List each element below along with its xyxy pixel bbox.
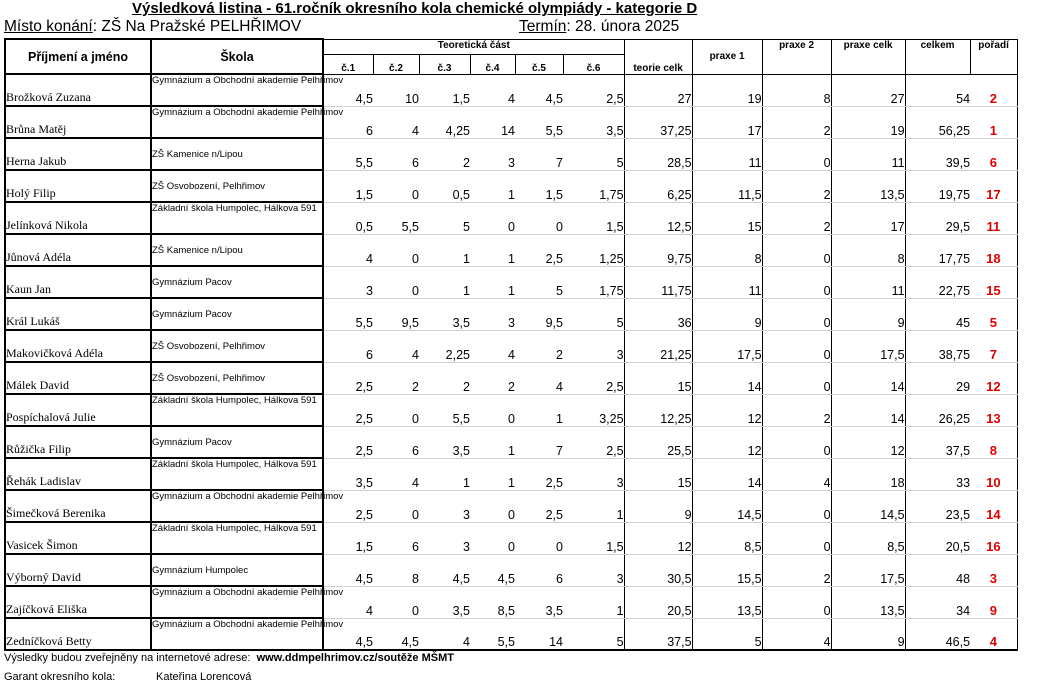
score-c2: 6: [373, 138, 419, 170]
score-ptotal: 8,5: [831, 522, 905, 554]
score-c2: 6: [373, 522, 419, 554]
score-c3: 1: [419, 458, 470, 490]
score-c4: 4,5: [470, 554, 515, 586]
score-p2: 0: [762, 586, 831, 618]
header-school: Škola: [151, 39, 323, 74]
score-c1: 4: [323, 586, 373, 618]
score-ptotal: 12: [831, 426, 905, 458]
student-name: Král Lukáš: [5, 298, 151, 330]
score-p1: 17,5: [692, 330, 762, 362]
score-theory: 36: [624, 298, 692, 330]
guarantor-line: [4, 671, 252, 683]
score-c6: 1,25: [563, 234, 624, 266]
score-c2: 8: [373, 554, 419, 586]
guarantor-label: Garant okresního kola:: [4, 671, 116, 683]
score-p2: 2: [762, 202, 831, 234]
score-ptotal: 11: [831, 138, 905, 170]
score-p1: 12: [692, 394, 762, 426]
results-table: [4, 38, 1018, 651]
score-c2: 0: [373, 490, 419, 522]
score-c6: 5: [563, 618, 624, 650]
score-p2: 0: [762, 330, 831, 362]
school-name: Gymnázium a Obchodní akademie Pelhřimov: [151, 490, 323, 522]
score-c2: 4: [373, 106, 419, 138]
school-name: ZŠ Kamenice n/Lipou: [151, 234, 323, 266]
table-row: [5, 266, 1017, 298]
header-theory-group: Teoretická část: [323, 39, 624, 54]
score-p1: 17: [692, 106, 762, 138]
score-c3: 1: [419, 266, 470, 298]
score-p2: 0: [762, 266, 831, 298]
score-c4: 0: [470, 394, 515, 426]
score-c1: 0,5: [323, 202, 373, 234]
score-c1: 1,5: [323, 170, 373, 202]
score-p2: 4: [762, 458, 831, 490]
score-c5: 4,5: [515, 74, 563, 106]
score-c5: 9,5: [515, 298, 563, 330]
score-theory: 12,25: [624, 394, 692, 426]
student-name: Makovičková Adéla: [5, 330, 151, 362]
score-c6: 3,25: [563, 394, 624, 426]
score-c1: 2,5: [323, 490, 373, 522]
score-p1: 11: [692, 266, 762, 298]
table-row: [5, 426, 1017, 458]
score-c5: 14: [515, 618, 563, 650]
score-c3: 4: [419, 618, 470, 650]
student-name: Výborný David: [5, 554, 151, 586]
school-name: ZŠ Osvobození, Pelhřimov: [151, 170, 323, 202]
score-ptotal: 13,5: [831, 586, 905, 618]
table-row: [5, 458, 1017, 490]
score-c6: 5: [563, 138, 624, 170]
student-name: Zedníčková Betty: [5, 618, 151, 650]
rank-value: 16: [970, 522, 1017, 554]
table-row: [5, 394, 1017, 426]
score-c6: 1,5: [563, 522, 624, 554]
score-p1: 11: [692, 138, 762, 170]
score-c2: 0: [373, 170, 419, 202]
score-p2: 2: [762, 170, 831, 202]
score-c4: 1: [470, 458, 515, 490]
score-c4: 14: [470, 106, 515, 138]
score-total: 20,5: [905, 522, 970, 554]
score-c3: 0,5: [419, 170, 470, 202]
score-c4: 5,5: [470, 618, 515, 650]
score-c5: 7: [515, 426, 563, 458]
score-c1: 4,5: [323, 74, 373, 106]
score-p1: 12: [692, 426, 762, 458]
score-total: 56,25: [905, 106, 970, 138]
rank-value: 13: [970, 394, 1017, 426]
score-c5: 2,5: [515, 234, 563, 266]
score-total: 17,75: [905, 234, 970, 266]
score-c1: 6: [323, 330, 373, 362]
score-c6: 2,5: [563, 74, 624, 106]
school-name: Gymnázium Pacov: [151, 426, 323, 458]
table-row: [5, 618, 1017, 650]
table-row: [5, 170, 1017, 202]
rank-value: 6: [970, 138, 1017, 170]
score-c3: 4,5: [419, 554, 470, 586]
rank-value: 14: [970, 490, 1017, 522]
table-row: [5, 522, 1017, 554]
student-name: Brožková Zuzana: [5, 74, 151, 106]
score-c6: 1,75: [563, 170, 624, 202]
score-total: 48: [905, 554, 970, 586]
student-name: Růžička Filip: [5, 426, 151, 458]
score-c5: 2,5: [515, 458, 563, 490]
publish-note: [4, 652, 454, 664]
header-praxe2: praxe 2: [762, 39, 831, 74]
score-c4: 1: [470, 234, 515, 266]
score-p1: 5: [692, 618, 762, 650]
school-name: Gymnázium a Obchodní akademie Pelhřimov: [151, 618, 323, 650]
score-c6: 5: [563, 298, 624, 330]
rank-value: 10: [970, 458, 1017, 490]
score-total: 45: [905, 298, 970, 330]
score-c3: 1,5: [419, 74, 470, 106]
score-theory: 30,5: [624, 554, 692, 586]
table-row: [5, 106, 1017, 138]
table-row: [5, 330, 1017, 362]
term-label: Termín: [519, 18, 567, 35]
student-name: Řehák Ladislav: [5, 458, 151, 490]
header-c3: č.3: [419, 54, 470, 74]
score-c3: 5,5: [419, 394, 470, 426]
score-p2: 0: [762, 138, 831, 170]
header-c6: č.6: [563, 54, 624, 74]
score-c4: 2: [470, 362, 515, 394]
score-c2: 9,5: [373, 298, 419, 330]
student-name: Brůna Matěj: [5, 106, 151, 138]
score-c2: 4,5: [373, 618, 419, 650]
venue-label: Místo konání: [4, 18, 93, 35]
rank-value: 7: [970, 330, 1017, 362]
table-row: [5, 74, 1017, 106]
publish-url: www.ddmpelhrimov.cz/soutěže MŠMT: [256, 652, 454, 664]
term-line: Termín: 28. února 2025: [519, 18, 680, 35]
score-p1: 14: [692, 458, 762, 490]
score-theory: 15: [624, 458, 692, 490]
school-name: Gymnázium Pacov: [151, 298, 323, 330]
score-c2: 0: [373, 586, 419, 618]
score-p2: 0: [762, 426, 831, 458]
student-name: Jůnová Adéla: [5, 234, 151, 266]
school-name: Základní škola Humpolec, Hálkova 591: [151, 458, 323, 490]
score-ptotal: 18: [831, 458, 905, 490]
score-p1: 14: [692, 362, 762, 394]
score-p2: 0: [762, 490, 831, 522]
score-ptotal: 11: [831, 266, 905, 298]
score-c4: 3: [470, 298, 515, 330]
guarantor-name: Kateřina Lorencová: [156, 671, 252, 683]
score-c5: 1: [515, 394, 563, 426]
score-c2: 10: [373, 74, 419, 106]
score-theory: 21,25: [624, 330, 692, 362]
school-name: ZŠ Kamenice n/Lipou: [151, 138, 323, 170]
score-c4: 8,5: [470, 586, 515, 618]
score-c6: 1,75: [563, 266, 624, 298]
school-name: Gymnázium Pacov: [151, 266, 323, 298]
score-theory: 12: [624, 522, 692, 554]
student-name: Herna Jakub: [5, 138, 151, 170]
score-p2: 2: [762, 394, 831, 426]
score-c6: 1,5: [563, 202, 624, 234]
score-c4: 3: [470, 138, 515, 170]
score-c4: 1: [470, 426, 515, 458]
table-row: [5, 554, 1017, 586]
table-row: [5, 490, 1017, 522]
table-row: [5, 138, 1017, 170]
school-name: ZŠ Osvobození, Pelhřimov: [151, 330, 323, 362]
score-c4: 0: [470, 202, 515, 234]
score-c3: 3,5: [419, 586, 470, 618]
score-c1: 4,5: [323, 618, 373, 650]
score-c6: 1: [563, 490, 624, 522]
student-name: Jelínková Nikola: [5, 202, 151, 234]
student-name: Málek David: [5, 362, 151, 394]
score-c3: 1: [419, 234, 470, 266]
rank-value: 1: [970, 106, 1017, 138]
score-c4: 1: [470, 170, 515, 202]
score-ptotal: 9: [831, 298, 905, 330]
score-p2: 4: [762, 618, 831, 650]
score-c1: 3: [323, 266, 373, 298]
student-name: Pospíchalová Julie: [5, 394, 151, 426]
score-p1: 19: [692, 74, 762, 106]
rank-value: 8: [970, 426, 1017, 458]
score-p1: 15,5: [692, 554, 762, 586]
score-p2: 0: [762, 234, 831, 266]
school-name: Gymnázium a Obchodní akademie Pelhřimov: [151, 74, 323, 106]
score-total: 34: [905, 586, 970, 618]
score-c3: 3: [419, 490, 470, 522]
score-ptotal: 14,5: [831, 490, 905, 522]
publish-text: Výsledky budou zveřejněny na internetové adrese:: [4, 652, 251, 664]
score-c3: 2: [419, 138, 470, 170]
score-c2: 6: [373, 426, 419, 458]
school-name: Gymnázium a Obchodní akademie Pelhřimov: [151, 586, 323, 618]
score-theory: 25,5: [624, 426, 692, 458]
student-name: Holý Filip: [5, 170, 151, 202]
score-c2: 5,5: [373, 202, 419, 234]
score-ptotal: 19: [831, 106, 905, 138]
score-c5: 0: [515, 522, 563, 554]
score-c3: 2,25: [419, 330, 470, 362]
table-row: [5, 234, 1017, 266]
school-name: Základní škola Humpolec, Hálkova 591: [151, 202, 323, 234]
rank-value: 17: [970, 170, 1017, 202]
table-row: [5, 586, 1017, 618]
score-c4: 4: [470, 330, 515, 362]
table-row: [5, 362, 1017, 394]
score-c1: 4: [323, 234, 373, 266]
student-name: Vasicek Šimon: [5, 522, 151, 554]
school-name: Základní škola Humpolec, Hálkova 591: [151, 394, 323, 426]
score-c2: 0: [373, 266, 419, 298]
score-c3: 3,5: [419, 298, 470, 330]
rank-value: 4: [970, 618, 1017, 650]
score-c2: 2: [373, 362, 419, 394]
score-ptotal: 9: [831, 618, 905, 650]
score-ptotal: 17: [831, 202, 905, 234]
score-total: 33: [905, 458, 970, 490]
term-value: 28. února 2025: [575, 18, 680, 35]
score-c1: 3,5: [323, 458, 373, 490]
score-p2: 0: [762, 522, 831, 554]
score-ptotal: 17,5: [831, 330, 905, 362]
score-c5: 2,5: [515, 490, 563, 522]
score-c4: 0: [470, 490, 515, 522]
score-p2: 8: [762, 74, 831, 106]
score-c6: 3,5: [563, 106, 624, 138]
score-total: 26,25: [905, 394, 970, 426]
score-c6: 2,5: [563, 426, 624, 458]
score-theory: 6,25: [624, 170, 692, 202]
score-theory: 37,5: [624, 618, 692, 650]
score-ptotal: 8: [831, 234, 905, 266]
school-name: ZŠ Osvobození, Pelhřimov: [151, 362, 323, 394]
score-c5: 3,5: [515, 586, 563, 618]
score-c1: 4,5: [323, 554, 373, 586]
score-ptotal: 14: [831, 362, 905, 394]
rank-value: 18: [970, 234, 1017, 266]
score-total: 29: [905, 362, 970, 394]
rank-value: 12: [970, 362, 1017, 394]
score-c1: 5,5: [323, 138, 373, 170]
score-total: 19,75: [905, 170, 970, 202]
score-ptotal: 27: [831, 74, 905, 106]
score-c5: 5,5: [515, 106, 563, 138]
score-theory: 28,5: [624, 138, 692, 170]
score-total: 37,5: [905, 426, 970, 458]
score-theory: 15: [624, 362, 692, 394]
school-name: Základní škola Humpolec, Hálkova 591: [151, 522, 323, 554]
venue-line: Místo konání: ZŠ Na Pražské PELHŘIMOV: [4, 18, 302, 35]
score-c5: 6: [515, 554, 563, 586]
score-ptotal: 17,5: [831, 554, 905, 586]
score-c6: 3: [563, 554, 624, 586]
score-theory: 37,25: [624, 106, 692, 138]
table-row: [5, 202, 1017, 234]
score-theory: 12,5: [624, 202, 692, 234]
score-theory: 11,75: [624, 266, 692, 298]
rank-value: 2: [970, 74, 1017, 106]
score-theory: 9: [624, 490, 692, 522]
score-p1: 11,5: [692, 170, 762, 202]
student-name: Zajíčková Eliška: [5, 586, 151, 618]
rank-value: 9: [970, 586, 1017, 618]
score-c2: 4: [373, 330, 419, 362]
score-c5: 2: [515, 330, 563, 362]
document-title: Výsledková listina - 61.ročník okresního kola chemické olympiády - kategorie D: [132, 0, 698, 17]
school-name: Gymnázium Humpolec: [151, 554, 323, 586]
rank-value: 5: [970, 298, 1017, 330]
score-p2: 0: [762, 362, 831, 394]
score-c3: 5: [419, 202, 470, 234]
score-c4: 4: [470, 74, 515, 106]
score-total: 22,75: [905, 266, 970, 298]
score-c1: 6: [323, 106, 373, 138]
header-c5: č.5: [515, 54, 563, 74]
score-total: 23,5: [905, 490, 970, 522]
score-c3: 3: [419, 522, 470, 554]
score-c4: 0: [470, 522, 515, 554]
score-c6: 3: [563, 330, 624, 362]
header-theory-total: teorie celk: [624, 39, 692, 74]
score-total: 46,5: [905, 618, 970, 650]
header-praxe-total: praxe celk: [831, 39, 905, 74]
score-c6: 2,5: [563, 362, 624, 394]
header-c2: č.2: [373, 54, 419, 74]
score-c2: 0: [373, 234, 419, 266]
header-c1: č.1: [323, 54, 373, 74]
score-p1: 8,5: [692, 522, 762, 554]
student-name: Kaun Jan: [5, 266, 151, 298]
score-c5: 5: [515, 266, 563, 298]
score-c6: 1: [563, 586, 624, 618]
rank-value: 3: [970, 554, 1017, 586]
score-theory: 27: [624, 74, 692, 106]
score-p1: 15: [692, 202, 762, 234]
score-p1: 8: [692, 234, 762, 266]
score-c1: 5,5: [323, 298, 373, 330]
score-total: 29,5: [905, 202, 970, 234]
score-c1: 1,5: [323, 522, 373, 554]
table-row: [5, 298, 1017, 330]
score-theory: 9,75: [624, 234, 692, 266]
score-ptotal: 14: [831, 394, 905, 426]
school-name: Gymnázium a Obchodní akademie Pelhřimov: [151, 106, 323, 138]
score-c1: 2,5: [323, 426, 373, 458]
score-p1: 14,5: [692, 490, 762, 522]
student-name: Šimečková Berenika: [5, 490, 151, 522]
score-total: 54: [905, 74, 970, 106]
header-rank: pořadí: [970, 39, 1017, 74]
score-c1: 2,5: [323, 362, 373, 394]
score-c3: 4,25: [419, 106, 470, 138]
header-c4: č.4: [470, 54, 515, 74]
header-name: Příjmení a jméno: [5, 39, 151, 74]
score-c1: 2,5: [323, 394, 373, 426]
score-c3: 2: [419, 362, 470, 394]
score-p1: 13,5: [692, 586, 762, 618]
score-c4: 1: [470, 266, 515, 298]
rank-value: 15: [970, 266, 1017, 298]
score-c5: 1,5: [515, 170, 563, 202]
score-theory: 20,5: [624, 586, 692, 618]
rank-value: 11: [970, 202, 1017, 234]
header-praxe1: praxe 1: [692, 39, 762, 74]
score-p1: 9: [692, 298, 762, 330]
score-c2: 0: [373, 394, 419, 426]
score-p2: 0: [762, 298, 831, 330]
score-c3: 3,5: [419, 426, 470, 458]
score-ptotal: 13,5: [831, 170, 905, 202]
score-p2: 2: [762, 554, 831, 586]
score-p2: 2: [762, 106, 831, 138]
score-c6: 3: [563, 458, 624, 490]
venue-value: ZŠ Na Pražské PELHŘIMOV: [101, 18, 302, 35]
score-total: 39,5: [905, 138, 970, 170]
score-c5: 7: [515, 138, 563, 170]
score-c2: 4: [373, 458, 419, 490]
score-c5: 0: [515, 202, 563, 234]
score-total: 38,75: [905, 330, 970, 362]
header-total: celkem: [905, 39, 970, 74]
score-c5: 4: [515, 362, 563, 394]
